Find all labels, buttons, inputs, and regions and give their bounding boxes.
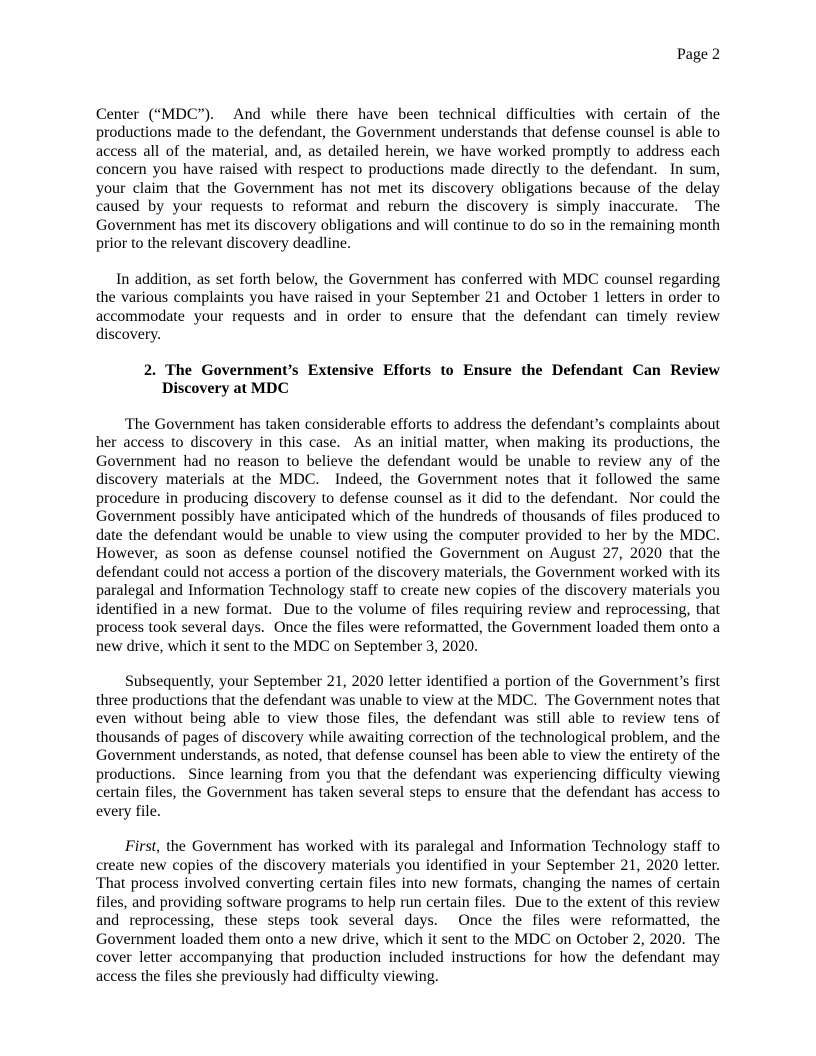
page-content — [96, 0, 728, 1003]
paragraph-productions-access: Center (“MDC”). And while there have been technical difficulties with certain of the productions made to the defendant, the Government understands that defense counsel is able to access all of the material, and, as detailed herein, we have worked promptly to address each concern you have raised with respect to productions made directly to the defendant. In sum, your claim that the Government has not met its discovery obligations because of the delay caused by your requests to reformat and reburn the discovery is simply inaccurate. The Government has met its discovery obligations and will continue to do so in the remaining month prior to the relevant discovery deadline. — [96, 105, 724, 252]
paragraph-mdc-counsel: In addition, as set forth below, the Government has conferred with MDC counsel regarding the various complaints you have raised in your September 21 and October 1 letters in order to accommodate your requests and in order to ensure that the defendant can timely review discovery. — [96, 270, 724, 343]
paragraph-first-step — [96, 838, 728, 986]
section-heading-title: The Government’s Extensive Efforts to Ensure the Defendant Can Review Discovery at MDC — [162, 361, 720, 397]
paragraph-government-efforts: The Government has taken considerable efforts to address the defendant’s complaints about her access to discovery in this case. As an initial matter, when making its productions, the Government had no reason to believe the defendant would be unable to review any of the discovery materials at the MDC. Indeed, the Government notes that it followed the same procedure in producing discovery to defense counsel as it did to the defendant. Nor could the Government possibly have anticipated which of the hundreds of thousands of files produced to date the defendant would be unable to view using the computer provided to her by the MDC. However, as soon as defense counsel notified the Government on August 27, 2020 that the defendant could not access a portion of the discovery materials, the Government worked with its paralegal and Information Technology staff to create new copies of the discovery materials you identified in a new format. Due to the volume of files requiring review and reprocessing, that process took several days. Once the files were reformatted, the Government loaded them onto a new drive, which it sent to the MDC on September 3, 2020. — [96, 415, 728, 655]
italic-lead: First — [125, 838, 157, 855]
section-heading — [144, 361, 720, 399]
section-heading-number: 2. — [144, 361, 156, 379]
paragraph-first-step-body: , the Government has worked with its paralegal and Information Technology staff to create new copies of the discovery materials you identified in your September 21, 2020 letter. That process involved converting certain files into new formats, changing the names of certain files, and providing software programs to help run certain files. Due to the extent of this review and reprocessing, these steps took several days. Once the files were reformatted, the Government loaded them onto a new drive, which it sent to the MDC on October 2, 2020. The cover letter accompanying that production included instructions for how the defendant may access the files she previously had difficulty viewing. — [96, 838, 728, 985]
paragraph-subsequently: Subsequently, your September 21, 2020 letter identified a portion of the Government’s first three productions that the defendant was unable to view at the MDC. The Government notes that even without being able to view those files, the defendant was still able to review tens of thousands of pages of discovery while awaiting correction of the technological problem, and the Government understands, as noted, that defense counsel has been able to view the entirety of the productions. Since learning from you that the defendant was experiencing difficulty viewing certain files, the Government has taken several steps to ensure that the defendant has access to every file. — [96, 673, 724, 820]
page-number: Page 2 — [676, 46, 720, 63]
